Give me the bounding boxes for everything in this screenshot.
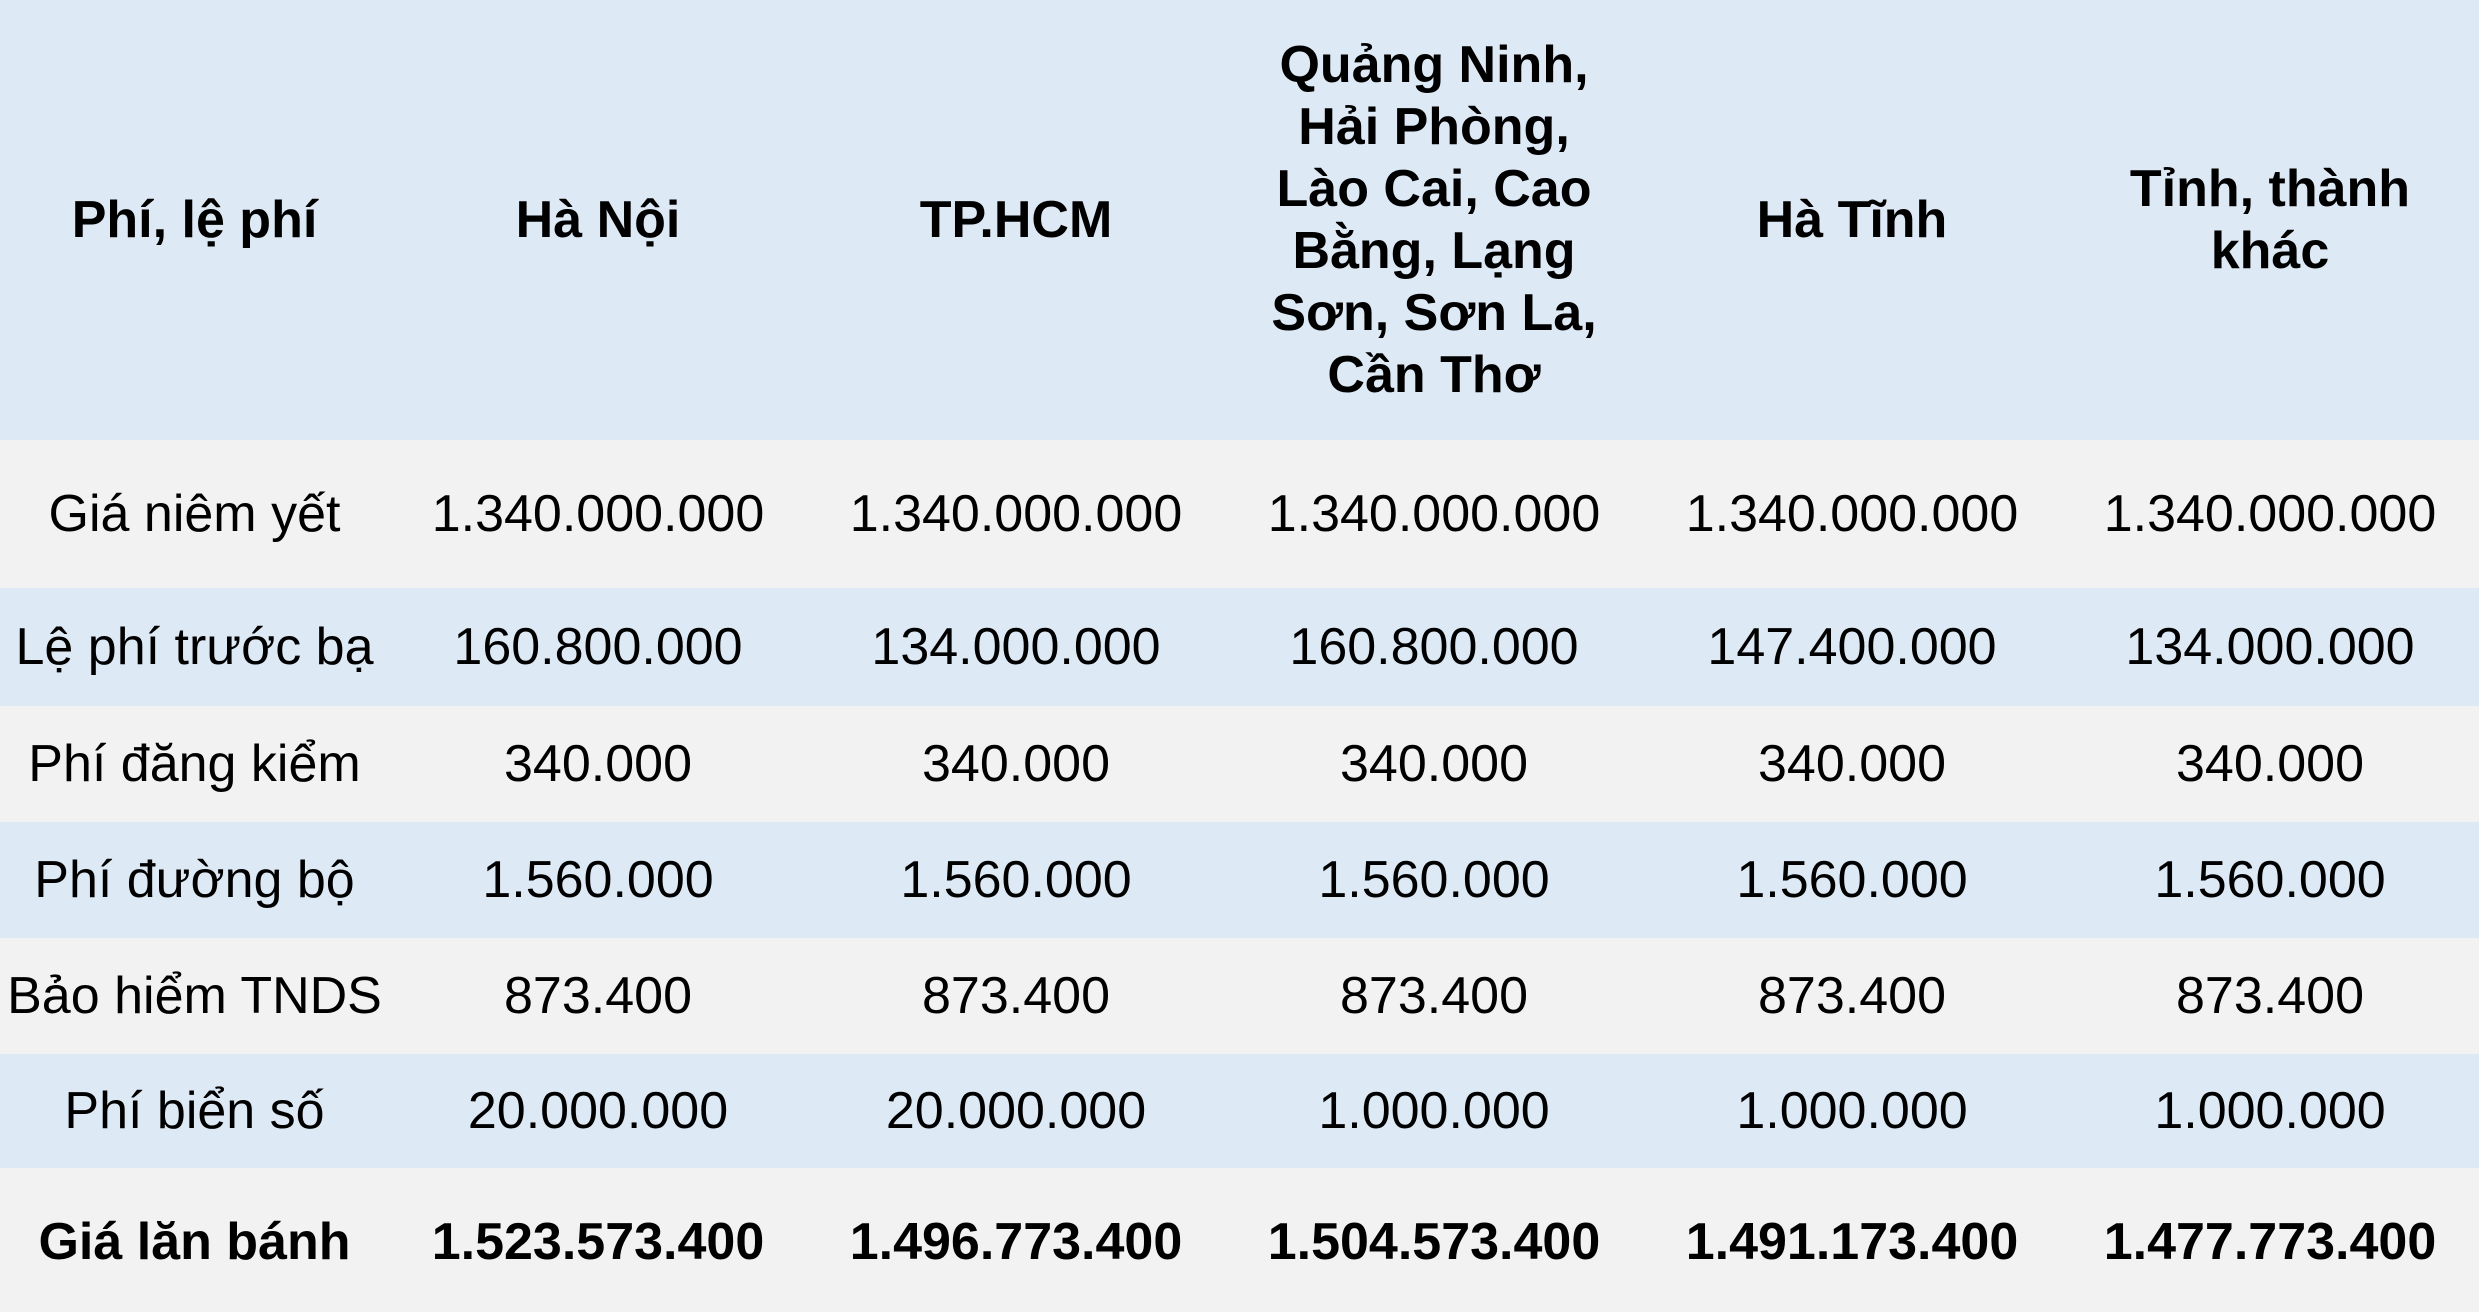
total-cell: 1.477.773.400 — [2103, 1213, 2437, 1271]
row-label: Phí đăng kiểm — [28, 735, 361, 793]
header-group-provinces-label: Quảng Ninh, Hải Phòng, Lào Cai, Cao Bằng, Lạng Sơn, Sơn La, Cần Thơ — [1271, 36, 1597, 404]
table-cell: 1.340.000.000 — [849, 485, 1183, 543]
table-cell: 134.000.000 — [871, 618, 1161, 676]
table-cell: 160.800.000 — [453, 618, 743, 676]
row-label: Lệ phí trước bạ — [15, 618, 374, 676]
table-row — [0, 938, 2479, 1054]
table-cell: 340.000 — [1758, 735, 1946, 793]
row-label: Bảo hiểm TNDS — [7, 967, 382, 1025]
table-cell: 1.560.000 — [1736, 851, 1968, 909]
table-cell: 1.560.000 — [2154, 851, 2386, 909]
table-cell: 873.400 — [922, 967, 1110, 1025]
table-cell: 873.400 — [2176, 967, 2364, 1025]
row-label: Phí đường bộ — [34, 851, 355, 909]
row-label: Giá niêm yết — [48, 485, 341, 543]
row-label: Phí biển số — [64, 1082, 325, 1140]
header-row — [0, 0, 2479, 440]
table-cell: 1.340.000.000 — [1685, 485, 2019, 543]
table-cell: 873.400 — [1340, 967, 1528, 1025]
table-cell: 1.340.000.000 — [431, 485, 765, 543]
header-ha-tinh: Hà Tĩnh — [1756, 191, 1948, 249]
table-cell: 1.560.000 — [900, 851, 1132, 909]
total-row — [0, 1168, 2479, 1312]
table-cell: 147.400.000 — [1707, 618, 1997, 676]
table-cell: 134.000.000 — [2125, 618, 2415, 676]
table-cell: 873.400 — [504, 967, 692, 1025]
table-cell: 20.000.000 — [467, 1082, 729, 1140]
table-cell: 340.000 — [2176, 735, 2364, 793]
table-row — [0, 822, 2479, 938]
total-cell: 1.491.173.400 — [1685, 1213, 2019, 1271]
table-cell: 1.560.000 — [1318, 851, 1550, 909]
header-other-provinces-label: Tỉnh, thành khác — [2129, 160, 2411, 280]
header-fee-type: Phí, lệ phí — [71, 191, 318, 249]
table-row — [0, 588, 2479, 706]
header-ha-noi: Hà Nội — [515, 191, 681, 249]
table-cell: 1.000.000 — [1736, 1082, 1968, 1140]
table-cell: 340.000 — [1340, 735, 1528, 793]
table-cell: 1.000.000 — [1318, 1082, 1550, 1140]
header-tp-hcm: TP.HCM — [919, 191, 1113, 249]
row-label: Giá lăn bánh — [38, 1213, 351, 1271]
table-cell: 160.800.000 — [1289, 618, 1579, 676]
header-other-provinces — [2061, 0, 2479, 440]
table-cell: 873.400 — [1758, 967, 1946, 1025]
table-row — [0, 1054, 2479, 1168]
table-cell: 340.000 — [922, 735, 1110, 793]
table-row — [0, 440, 2479, 588]
table-cell: 1.340.000.000 — [2103, 485, 2437, 543]
table-cell: 1.340.000.000 — [1267, 485, 1601, 543]
header-group-provinces — [1225, 0, 1643, 440]
total-cell: 1.504.573.400 — [1267, 1213, 1601, 1271]
total-cell: 1.523.573.400 — [431, 1213, 765, 1271]
table-cell: 1.560.000 — [482, 851, 714, 909]
total-cell: 1.496.773.400 — [849, 1213, 1183, 1271]
table-cell: 1.000.000 — [2154, 1082, 2386, 1140]
table-cell: 340.000 — [504, 735, 692, 793]
table-row — [0, 706, 2479, 822]
table-cell: 20.000.000 — [885, 1082, 1147, 1140]
